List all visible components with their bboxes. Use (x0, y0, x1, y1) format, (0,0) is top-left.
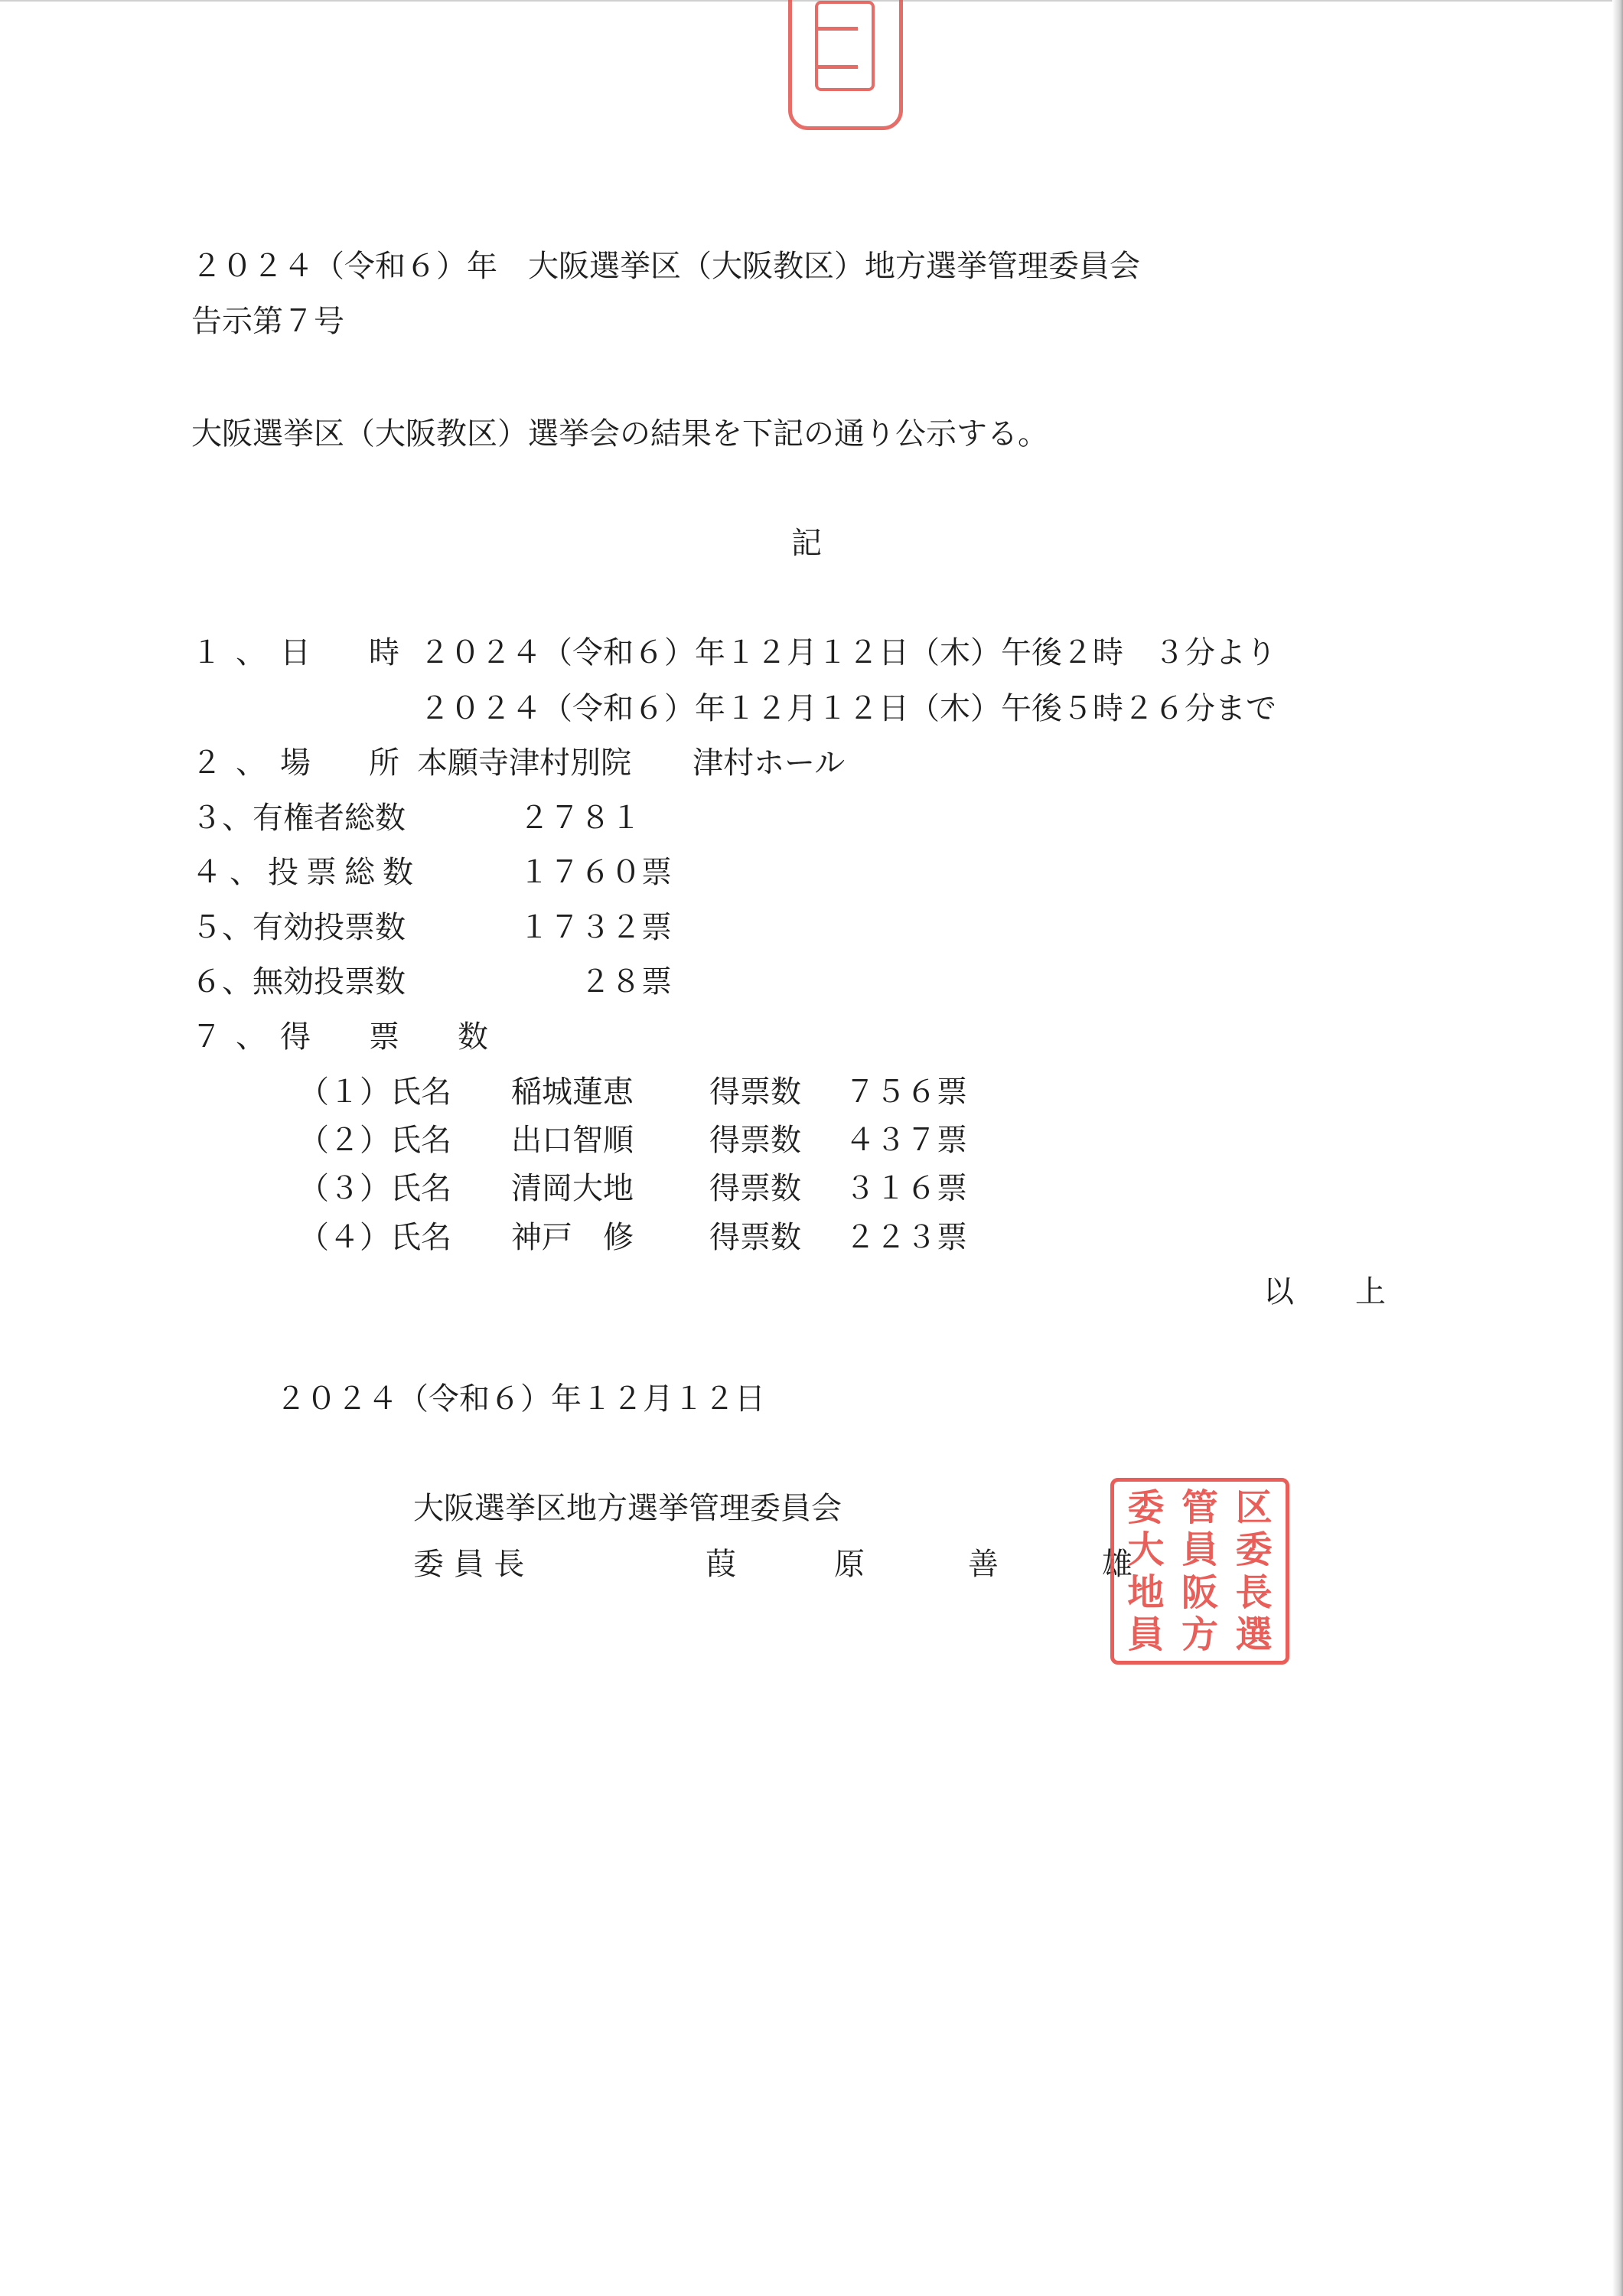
candidate-name: 出口智順 (511, 1123, 634, 1158)
chairman-name-char: 善 (968, 1547, 999, 1582)
committee-name: 大阪選挙区地方選挙管理委員会 (413, 1491, 842, 1526)
candidate-votes: ７５６票 (845, 1075, 967, 1110)
item-electorate-value: ２７８１ (519, 801, 641, 836)
ki-heading: 記 (791, 526, 822, 561)
item-valid-votes-value: １７３２票 (519, 910, 672, 945)
item-invalid-votes-value: ２８票 (580, 964, 672, 1000)
candidate-name: 清岡大地 (511, 1171, 634, 1206)
item-total-votes-value: １７６０票 (519, 855, 672, 890)
item-datetime-end: ２０２４（令和６）年１２月１２日（木）午後５時２６分まで (419, 691, 1276, 726)
notice-number: 告示第７号 (191, 304, 344, 339)
chairman-name-char: 雄 (1102, 1547, 1133, 1582)
candidate-number: （３）氏名 (298, 1171, 451, 1206)
candidate-votes-label: 得票数 (709, 1123, 801, 1158)
item-votes-obtained-label: ７、得 票 数 (191, 1019, 502, 1055)
candidate-name: 神戸 修 (511, 1220, 634, 1255)
candidate-name: 稲城蓮恵 (511, 1075, 634, 1110)
candidate-votes: ４３７票 (845, 1123, 967, 1158)
candidate-votes-label: 得票数 (709, 1075, 801, 1110)
candidate-number: （１）氏名 (298, 1075, 451, 1110)
chairman-title: 委 員 長 (413, 1547, 525, 1582)
item-place-label: ２、場 所 (191, 745, 413, 781)
chairman-name-char: 原 (834, 1547, 865, 1582)
top-seal-stamp (788, 0, 903, 130)
item-electorate-label: ３、有権者総数 (191, 801, 406, 836)
item-total-votes-label: ４、投票総数 (191, 855, 421, 890)
official-seal-stamp: 委 管 区 大 員 委 地 阪 長 員 方 選 (1110, 1478, 1289, 1665)
candidate-votes-label: 得票数 (709, 1220, 801, 1255)
candidate-votes-label: 得票数 (709, 1171, 801, 1206)
item-place-value: 本願寺津村別院 津村ホール (417, 745, 846, 781)
closing-text: 以 上 (1263, 1274, 1386, 1309)
candidate-number: （２）氏名 (298, 1123, 451, 1158)
candidate-number: （４）氏名 (298, 1220, 451, 1255)
item-invalid-votes-label: ６、無効投票数 (191, 964, 406, 1000)
candidate-votes: ３１６票 (845, 1171, 967, 1206)
chairman-name-char: 葭 (706, 1547, 736, 1582)
intro-text: 大阪選挙区（大阪教区）選挙会の結果を下記の通り公示する。 (191, 416, 1048, 452)
item-valid-votes-label: ５、有効投票数 (191, 910, 406, 945)
notice-title: ２０２４（令和６）年 大阪選挙区（大阪教区）地方選挙管理委員会 (191, 249, 1140, 284)
item-datetime-start: ２０２４（令和６）年１２月１２日（木）午後２時 ３分より (419, 635, 1276, 670)
candidate-votes: ２２３票 (845, 1220, 967, 1255)
item-datetime-label: １、日 時 (191, 635, 413, 670)
issue-date: ２０２４（令和６）年１２月１２日 (275, 1381, 765, 1417)
page-right-edge (1612, 0, 1623, 2296)
